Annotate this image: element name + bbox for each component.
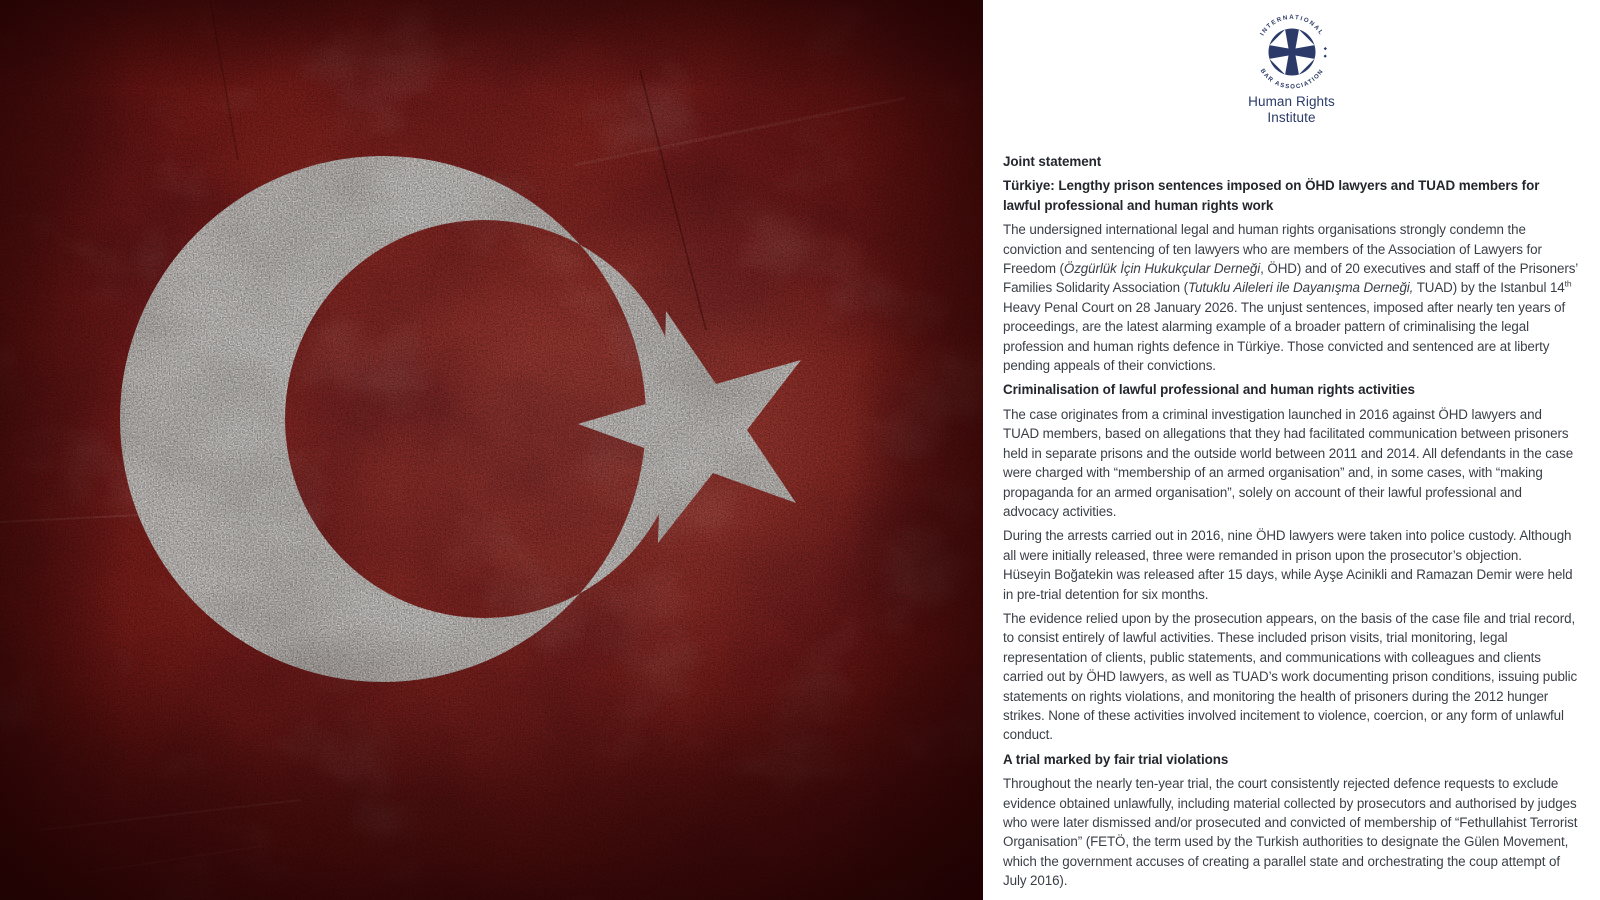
doc-heading: Türkiye: Lengthy prison sentences imposed on ÖHD lawyers and TUAD members for lawful professional and human rights work xyxy=(1003,178,1540,213)
doc-paragraph: Throughout the nearly ten-year trial, the court consistently rejected defence requests to exclude evidence obtained unlawfully, including material collected by prosecutors and authorised by judges who were later dismissed and/or prosecuted and convicted of membership of “Fethullahist Terrorist Organisation” (FETÖ, the term used by the Turkish authorities to designate the Gülen Movement, which the government accuses of creating a parallel state and orchestrating the coup attempt of July 2016). xyxy=(1003,776,1578,889)
iba-hri-logo xyxy=(1248,10,1335,126)
doc-heading: Criminalisation of lawful professional and human rights activities xyxy=(1003,382,1415,398)
logo-ring-dot xyxy=(1323,47,1326,50)
doc-paragraph: During the arrests carried out in 2016, nine ÖHD lawyers were taken into police custody. Although all were initially released, three were remanded in prison upon the prosecutor’s objection. Hüseyin Boğatekin was released after 15 days, while Ayşe Acinikli and Ramazan Demir were held in pre-trial detention for six months. xyxy=(1003,528,1573,602)
logo-org-name-line2: Institute xyxy=(1267,110,1316,125)
logo-org-name-line1: Human Rights xyxy=(1248,94,1335,109)
doc-paragraph: The case originates from a criminal investigation launched in 2016 against ÖHD lawyers and TUAD members, based on allegations that they had facilitated communication between prisoners held in separate prisons and the outside world between 2011 and 2014. All defendants in the case were charged with “membership of an armed organisation” and, in some cases, with “making propaganda for an armed organisation”, solely on account of their lawful professional and advocacy activities. xyxy=(1003,406,1574,519)
doc-paragraph: The evidence relied upon by the prosecution appears, on the basis of the case file and trial record, to consist entirely of lawful activities. These included prison visits, trial monitoring, legal representation of clients, public statements, and communications with colleagues and clients carried out by ÖHD lawyers, as well as TUAD’s work documenting prison conditions, issuing public statements on rights violations, and monitoring the health of prisoners during the 2012 hunger strikes. None of these activities involved incitement to violence, coercion, or any form of unlawful conduct. xyxy=(1003,610,1578,743)
doc-paragraph: The undersigned international legal and human rights organisations strongly condemn the conviction and sentencing of ten lawyers who are members of the Association of Lawyers for Freedom (Özgürlük İçin Hukukçular Derneği, ÖHD) and of 20 executives and staff of the Prisoners’ Families Solidarity Association (Tutuklu Aileleri ile Dayanışma Derneği, TUAD) by the Istanbul 14th Heavy Penal Court on 28 January 2026. The unjust sentences, imposed after nearly ten years of proceedings, are the latest alarming example of a broader pattern of criminalising the legal profession and human rights defence in Türkiye. Those convicted and sentenced are at liberty pending appeals of their convictions. xyxy=(1003,222,1578,374)
document-body xyxy=(983,152,1600,896)
iba-logo-emblem xyxy=(1250,10,1334,94)
document-page xyxy=(983,0,1600,900)
logo-ring-bottom-text: BAR ASSOCIATION xyxy=(1258,67,1325,91)
logo-ring-dot xyxy=(1323,55,1326,58)
logo-ring-top-text: INTERNATIONAL xyxy=(1258,13,1325,38)
doc-heading: A trial marked by fair trial violations xyxy=(1003,751,1229,767)
globe-icon xyxy=(1268,29,1315,76)
doc-heading: Joint statement xyxy=(1003,154,1102,169)
